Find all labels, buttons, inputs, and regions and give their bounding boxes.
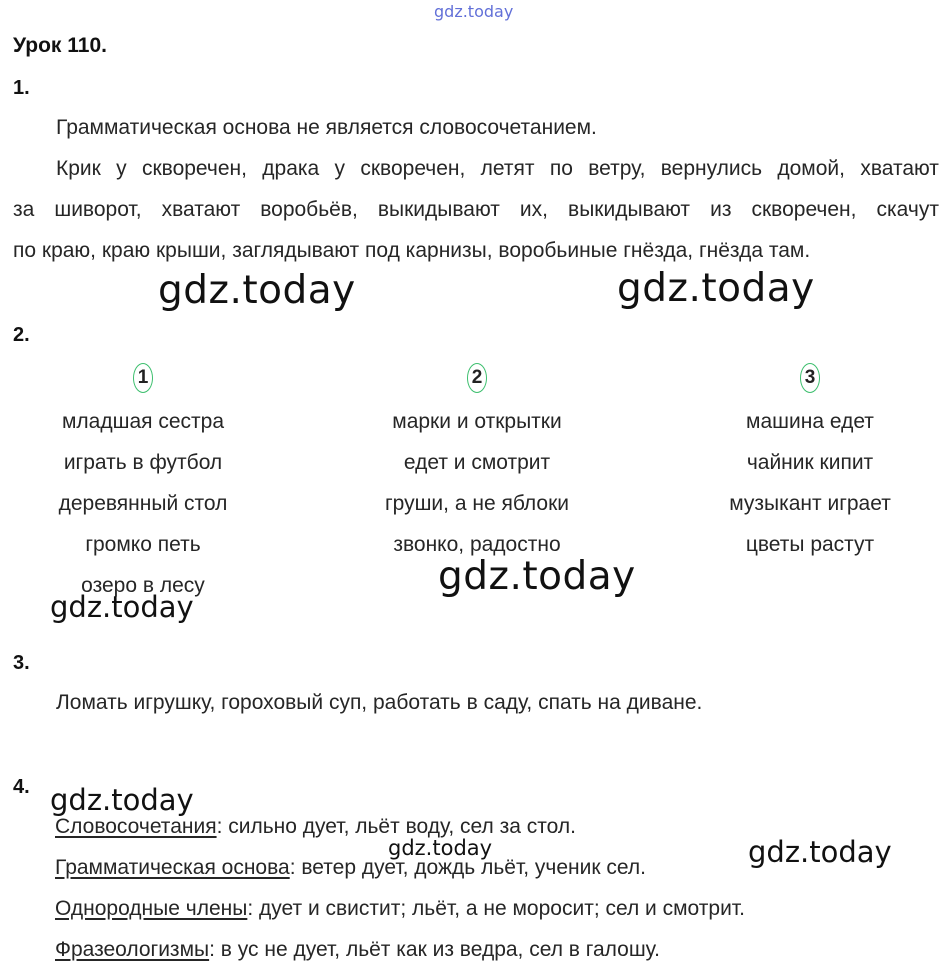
word: их, (519, 198, 548, 221)
term-grammatical-basis: Грамматическая основа (55, 856, 290, 879)
task-2-column-1 (0, 362, 293, 606)
word: у (116, 157, 127, 180)
task-1-line-3 (13, 198, 939, 222)
task-1-line-2 (56, 157, 939, 181)
word: у (334, 157, 346, 180)
watermark-2: gdz.today (617, 266, 815, 311)
word: ветру, (588, 157, 646, 180)
watermark-5: gdz.today (50, 783, 194, 817)
column-1-item: играть в футбол (63, 451, 223, 474)
word: скворечен, (141, 157, 247, 180)
page-title: Урок 110. (13, 34, 107, 57)
word: домой, (777, 157, 845, 180)
column-2-item: звонко, радостно (393, 533, 561, 556)
task-4-row-4 (55, 938, 660, 962)
word: из (710, 198, 732, 221)
term-phrases: Словосочетания (55, 815, 217, 838)
word: Крик (56, 157, 101, 180)
row-3-rest: : дует и свистит; льёт, а не моросит; сел и смотрит. (247, 897, 745, 920)
word: хватают (860, 157, 939, 180)
column-3-circle-label: 3 (800, 363, 820, 393)
task-2-number: 2. (13, 324, 30, 346)
task-1-line-4: по краю, краю крыши, заглядывают под карнизы, воробьиные гнёзда, гнёзда там. (13, 239, 811, 262)
watermark-4: gdz.today (50, 590, 194, 624)
task-4-row-2 (55, 856, 646, 880)
task-4-row-3 (55, 897, 745, 921)
column-1-item: младшая сестра (61, 410, 224, 433)
word: выкидывают (568, 198, 691, 221)
word: шиворот, (54, 198, 142, 221)
watermark-1: gdz.today (158, 268, 356, 313)
task-1-line-1: Грамматическая основа не является словосочетанием. (56, 116, 597, 139)
column-3-item: машина едет (746, 410, 874, 433)
row-2-rest: : ветер дует, дождь льёт, ученик сел. (289, 856, 646, 879)
watermark-7: gdz.today (748, 835, 892, 869)
task-4-number: 4. (13, 776, 30, 798)
word: воробьёв, (260, 198, 358, 221)
word: по (549, 157, 573, 180)
word: скворечен, (751, 198, 857, 221)
word: скворечен, (360, 157, 466, 180)
task-4-row-1 (55, 815, 576, 839)
word: скачут (876, 198, 939, 221)
column-2-item: груши, а не яблоки (384, 492, 570, 515)
word: летят (480, 157, 535, 180)
column-2-item: едет и смотрит (403, 451, 551, 474)
word: хватают (161, 198, 241, 221)
word: за (13, 198, 35, 221)
column-1-circle-label: 1 (133, 363, 153, 393)
task-1-number: 1. (13, 77, 30, 99)
word: драка (262, 157, 320, 180)
watermark-6: gdz.today (388, 836, 493, 860)
row-1-rest: : сильно дует, льёт воду, сел за стол. (216, 815, 576, 838)
term-phraseologisms: Фразеологизмы (55, 938, 210, 961)
task-3-text: Ломать игрушку, гороховый суп, работать в саду, спать на диване. (56, 691, 703, 714)
column-3-item: чайник кипит (746, 451, 874, 474)
term-homogeneous-members: Однородные члены (55, 897, 248, 920)
column-2-circle-label: 2 (467, 363, 487, 393)
row-4-rest: : в ус не дует, льёт как из ведра, сел в галошу. (209, 938, 660, 961)
column-1-item: громко петь (85, 533, 201, 556)
column-3-item: музыкант играет (729, 492, 891, 515)
task-2-column-2 (327, 362, 627, 565)
column-1-item: деревянный стол (58, 492, 228, 515)
task-2-column-3 (660, 362, 951, 565)
watermark-3: gdz.today (438, 554, 636, 599)
watermark-top: gdz.today (434, 2, 514, 21)
word: вернулись (660, 157, 763, 180)
column-1-item: озеро в лесу (81, 574, 205, 597)
column-2-item: марки и открытки (392, 410, 562, 433)
word: выкидывают (377, 198, 500, 221)
task-3-number: 3. (13, 652, 30, 674)
column-3-item: цветы растут (745, 533, 875, 556)
